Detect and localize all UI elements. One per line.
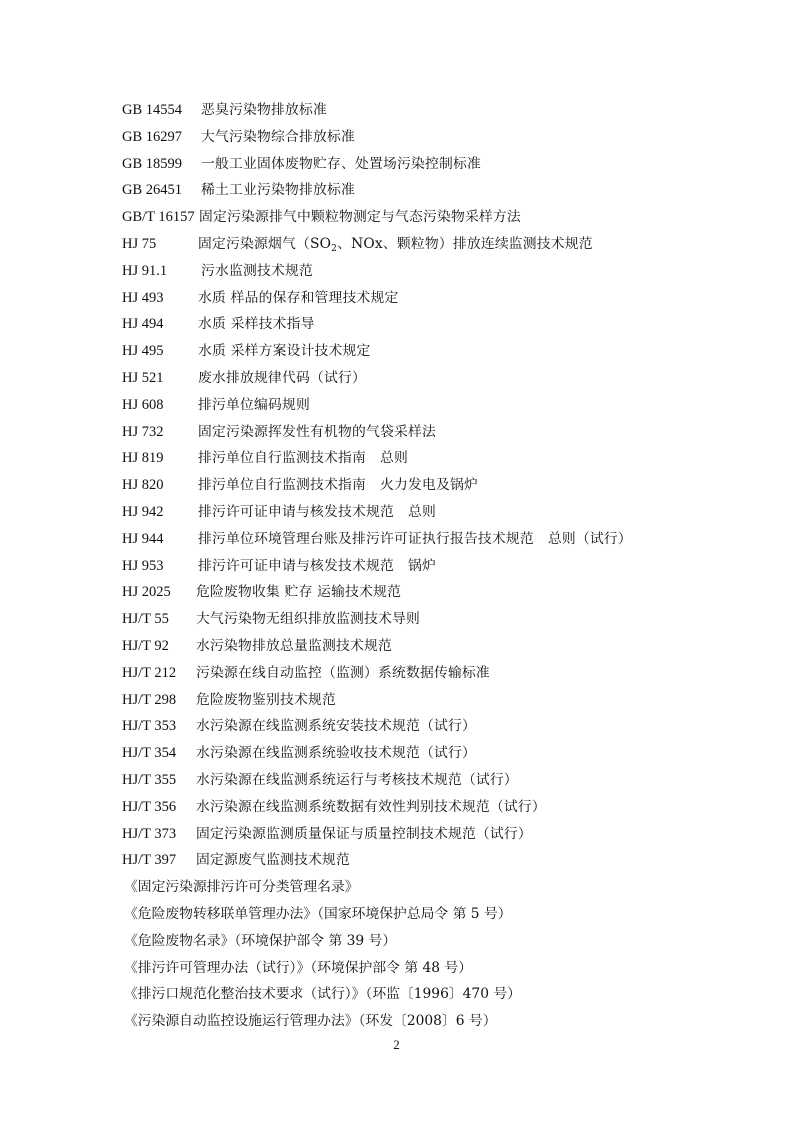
standard-title: 稀土工业污染物排放标准	[201, 182, 355, 199]
standard-title: 水质 采样技术指导	[198, 316, 315, 333]
standard-code: HJ/T 354	[122, 745, 177, 762]
standard-row	[122, 285, 742, 312]
standard-title: 水污染源在线监测系统数据有效性判别技术规范（试行）	[196, 798, 546, 815]
regulation-row: 《排污口规范化整治技术要求（试行）》（环监〔1996〕470 号）	[124, 986, 521, 1003]
standard-row	[122, 821, 742, 848]
regulation-row: 《危险废物名录》（环境保护部令 第 39 号）	[124, 932, 397, 949]
standard-row	[122, 365, 742, 392]
standard-row	[122, 687, 742, 714]
standard-code: HJ/T 373	[122, 825, 177, 842]
standard-code: HJ/T 92	[122, 637, 169, 654]
standard-title: 污染源在线自动监控（监测）系统数据传输标准	[196, 664, 490, 681]
standard-code: HJ 521	[122, 369, 164, 386]
standard-code: HJ 819	[122, 450, 164, 467]
standard-row	[122, 633, 742, 660]
standard-title: 固定污染源挥发性有机物的气袋采样法	[198, 423, 436, 440]
standard-code: HJ 944	[122, 530, 164, 547]
standard-title: 排污许可证申请与核发技术规范 锅炉	[198, 557, 436, 574]
standard-title: 水质 样品的保存和管理技术规定	[198, 289, 399, 306]
standard-code: GB 16297	[122, 128, 183, 145]
standard-row	[122, 204, 742, 231]
standard-title: 排污单位环境管理台账及排污许可证执行报告技术规范 总则（试行）	[198, 530, 632, 547]
standard-code: HJ 91.1	[122, 262, 168, 279]
standard-row	[122, 713, 742, 740]
reference-list	[122, 97, 742, 1035]
standard-title: 危险废物鉴别技术规范	[196, 691, 336, 708]
standard-code: HJ/T 397	[122, 852, 177, 869]
standard-row	[122, 660, 742, 687]
standard-code: HJ/T 355	[122, 771, 177, 788]
standard-title: 大气污染物综合排放标准	[201, 128, 355, 145]
standard-code: HJ 732	[122, 423, 164, 440]
standard-code: HJ 75	[122, 235, 157, 252]
standard-row	[122, 124, 742, 151]
standard-row	[122, 419, 742, 446]
standard-code: HJ 942	[122, 503, 164, 520]
standard-code: GB 26451	[122, 182, 183, 199]
standard-title: 一般工业固体废物贮存、处置场污染控制标准	[201, 155, 481, 172]
standard-code: HJ 494	[122, 316, 164, 333]
page-number: 2	[393, 1037, 400, 1052]
standard-row	[122, 338, 742, 365]
standard-title: 水污染物排放总量监测技术规范	[196, 637, 392, 654]
standard-title: 水污染源在线监测系统安装技术规范（试行）	[196, 718, 476, 735]
standard-row	[122, 311, 742, 338]
standard-row	[122, 445, 742, 472]
title-part: 、NOx、颗粒物）排放连续监测技术规范	[337, 235, 593, 252]
standard-row	[122, 767, 742, 794]
standard-code: HJ 953	[122, 557, 164, 574]
standard-code: GB 18599	[122, 155, 183, 172]
standard-code: HJ/T 356	[122, 798, 177, 815]
standard-title: 固定污染源排气中颗粒物测定与气态污染物采样方法	[199, 209, 521, 226]
standard-row	[122, 151, 742, 178]
standard-row	[122, 740, 742, 767]
standard-title: 水质 采样方案设计技术规定	[198, 343, 371, 360]
standard-title: 固定源废气监测技术规范	[196, 852, 350, 869]
standard-code: HJ 495	[122, 343, 164, 360]
standard-row	[122, 231, 742, 258]
standard-code: HJ/T 353	[122, 718, 177, 735]
standard-row	[122, 579, 742, 606]
standard-row	[122, 258, 742, 285]
standard-row	[122, 177, 742, 204]
standard-code: HJ/T 298	[122, 691, 177, 708]
standard-row	[122, 526, 742, 553]
standard-row	[122, 472, 742, 499]
standard-row	[122, 847, 742, 874]
standard-title: 排污许可证申请与核发技术规范 总则	[198, 503, 436, 520]
standard-row	[122, 499, 742, 526]
standard-title: 大气污染物无组织排放监测技术导则	[196, 611, 420, 628]
standard-code: HJ 608	[122, 396, 164, 413]
standard-title	[198, 231, 593, 258]
standard-code: HJ/T 212	[122, 664, 177, 681]
standard-code: GB 14554	[122, 102, 183, 118]
standard-row	[122, 606, 742, 633]
standard-row	[122, 794, 742, 821]
standard-row	[122, 392, 742, 419]
regulation-row: 《固定污染源排污许可分类管理名录》	[124, 879, 359, 896]
title-part: 固定污染源烟气（SO	[198, 235, 332, 252]
subscript: 2	[331, 243, 338, 254]
standard-code: HJ 2025	[122, 584, 171, 601]
regulation-row: 《排污许可管理办法（试行）》（环境保护部令 第 48 号）	[124, 959, 473, 976]
standard-title: 危险废物收集 贮存 运输技术规范	[196, 584, 402, 601]
standard-row	[122, 97, 742, 124]
regulation-row: 《污染源自动监控设施运行管理办法》（环发〔2008〕6 号）	[124, 1013, 497, 1030]
standard-title: 恶臭污染物排放标准	[201, 102, 327, 118]
standard-title: 水污染源在线监测系统验收技术规范（试行）	[196, 745, 476, 762]
standard-title: 排污单位自行监测技术指南 火力发电及锅炉	[198, 477, 478, 494]
standard-title: 排污单位编码规则	[198, 396, 310, 413]
standard-code: HJ 820	[122, 477, 164, 494]
standard-title: 固定污染源监测质量保证与质量控制技术规范（试行）	[196, 825, 532, 842]
standard-title: 排污单位自行监测技术指南 总则	[198, 450, 408, 467]
standard-code: HJ/T 55	[122, 611, 169, 628]
standard-title: 污水监测技术规范	[201, 262, 313, 279]
standard-title: 水污染源在线监测系统运行与考核技术规范（试行）	[196, 771, 518, 788]
standard-code: HJ 493	[122, 289, 164, 306]
standard-row	[122, 553, 742, 580]
standard-title: 废水排放规律代码（试行）	[198, 369, 366, 386]
regulation-row: 《危险废物转移联单管理办法》（国家环境保护总局令 第 5 号）	[124, 905, 512, 922]
standard-code: GB/T 16157	[122, 209, 195, 226]
